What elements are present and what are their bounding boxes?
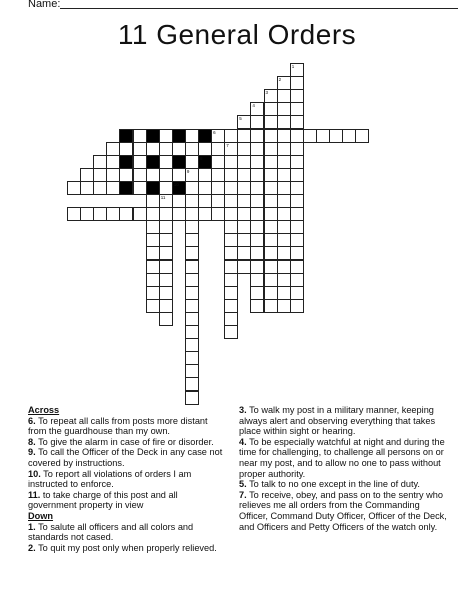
grid-cell[interactable] <box>250 194 264 208</box>
clue-number: 5. <box>239 479 247 490</box>
grid-cell[interactable] <box>185 142 199 156</box>
grid-cell[interactable] <box>146 194 160 208</box>
grid-cell[interactable] <box>224 207 238 221</box>
grid-cell[interactable] <box>159 220 173 234</box>
cell-number: 4 <box>252 103 255 109</box>
clue-number: 8. <box>28 436 36 447</box>
grid-cell[interactable] <box>277 142 291 156</box>
grid-cell[interactable] <box>106 168 120 182</box>
grid-cell[interactable] <box>277 155 291 169</box>
grid-cell[interactable] <box>250 273 264 287</box>
grid-cell[interactable] <box>211 129 225 143</box>
grid-cell[interactable] <box>106 155 120 169</box>
grid-cell[interactable] <box>250 286 264 300</box>
grid-cell[interactable] <box>172 168 186 182</box>
grid-block <box>119 155 133 169</box>
grid-cell[interactable] <box>146 233 160 247</box>
grid-cell[interactable] <box>290 168 304 182</box>
grid-cell[interactable] <box>224 246 238 260</box>
clue-number: 6. <box>28 415 36 426</box>
grid-cell[interactable] <box>185 364 199 378</box>
grid-cell[interactable] <box>277 89 291 103</box>
grid-cell[interactable] <box>185 220 199 234</box>
grid-cell[interactable] <box>224 325 238 339</box>
grid-cell[interactable] <box>237 155 251 169</box>
clue-number: 7. <box>239 489 247 500</box>
grid-block <box>198 129 212 143</box>
grid-cell[interactable] <box>67 181 81 195</box>
grid-cell[interactable] <box>93 207 107 221</box>
grid-cell[interactable] <box>159 129 173 143</box>
grid-cell[interactable] <box>185 286 199 300</box>
grid-cell[interactable] <box>119 142 133 156</box>
grid-cell[interactable] <box>211 207 225 221</box>
cell-number: 8 <box>200 155 203 161</box>
grid-cell[interactable] <box>264 142 278 156</box>
grid-cell[interactable] <box>290 63 304 77</box>
grid-cell[interactable] <box>290 246 304 260</box>
grid-cell[interactable] <box>237 233 251 247</box>
grid-cell[interactable] <box>290 155 304 169</box>
grid-cell[interactable] <box>250 299 264 313</box>
grid-cell[interactable] <box>159 233 173 247</box>
grid-cell[interactable] <box>290 89 304 103</box>
clue-text: To call the Officer of the Deck in any case not covered by instructions. <box>28 447 223 468</box>
grid-cell[interactable] <box>185 312 199 326</box>
grid-cell[interactable] <box>237 168 251 182</box>
grid-cell[interactable] <box>93 155 107 169</box>
grid-cell[interactable] <box>250 102 264 116</box>
grid-cell[interactable] <box>264 286 278 300</box>
grid-cell[interactable] <box>250 260 264 274</box>
across-clue-8 <box>28 437 228 448</box>
grid-block <box>172 155 186 169</box>
cell-number: 6 <box>213 129 216 135</box>
grid-cell[interactable] <box>185 391 199 405</box>
clue-number: 4. <box>239 436 247 447</box>
grid-cell[interactable] <box>146 207 160 221</box>
grid-cell[interactable] <box>303 129 317 143</box>
grid-cell[interactable] <box>277 168 291 182</box>
grid-cell[interactable] <box>250 168 264 182</box>
grid-cell[interactable] <box>237 260 251 274</box>
grid-cell[interactable] <box>264 89 278 103</box>
clue-text: To walk my post in a military manner, keeping always alert and observing everything that takes place within sight or hearing. <box>239 405 436 437</box>
down-clue-3 <box>239 405 451 437</box>
grid-cell[interactable] <box>93 168 107 182</box>
grid-cell[interactable] <box>264 129 278 143</box>
clue-text: To receive, obey, and pass on to the sentry who relieves me all orders from the Commanding Officer, Command Duty Officer, Officer of the Deck, and Officers and Petty Officers of the watch only. <box>239 489 447 532</box>
across-heading: Across <box>28 405 60 415</box>
grid-cell[interactable] <box>146 142 160 156</box>
grid-cell[interactable] <box>224 286 238 300</box>
grid-cell[interactable] <box>277 181 291 195</box>
clue-number: 9. <box>28 447 36 458</box>
grid-cell[interactable] <box>106 142 120 156</box>
grid-cell[interactable] <box>237 220 251 234</box>
grid-cell[interactable] <box>264 246 278 260</box>
grid-cell[interactable] <box>133 155 147 169</box>
grid-cell[interactable] <box>224 312 238 326</box>
grid-cell[interactable] <box>133 181 147 195</box>
grid-cell[interactable] <box>290 207 304 221</box>
grid-cell[interactable] <box>146 299 160 313</box>
grid-cell[interactable] <box>159 312 173 326</box>
grid-cell[interactable] <box>159 155 173 169</box>
clue-text: To salute all officers and all colors and standards not cased. <box>28 521 194 543</box>
grid-cell[interactable] <box>290 233 304 247</box>
grid-cell[interactable] <box>264 299 278 313</box>
grid-cell[interactable] <box>146 273 160 287</box>
clue-text: To report all violations of orders I am instructed to enforce. <box>28 468 192 490</box>
grid-cell[interactable] <box>237 194 251 208</box>
grid-cell[interactable] <box>133 129 147 143</box>
grid-cell[interactable] <box>250 142 264 156</box>
grid-cell[interactable] <box>159 299 173 313</box>
grid-cell[interactable] <box>159 194 173 208</box>
grid-cell[interactable] <box>185 377 199 391</box>
grid-block <box>119 129 133 143</box>
across-clue-6 <box>28 416 228 437</box>
clue-text: to take charge of this post and all government property in view <box>28 489 178 511</box>
cell-number: 5 <box>239 116 242 122</box>
grid-cell[interactable] <box>159 168 173 182</box>
grid-cell[interactable] <box>224 273 238 287</box>
grid-cell[interactable] <box>159 286 173 300</box>
grid-cell[interactable] <box>185 181 199 195</box>
grid-cell[interactable] <box>237 115 251 129</box>
grid-block <box>172 129 186 143</box>
grid-cell[interactable] <box>159 207 173 221</box>
clue-text: To repeat all calls from posts more distant from the guardhouse than my own. <box>28 415 208 437</box>
clue-number: 2. <box>28 542 36 553</box>
cell-number: 1 <box>291 64 295 69</box>
grid-cell[interactable] <box>159 273 173 287</box>
grid-cell[interactable] <box>237 207 251 221</box>
grid-cell[interactable] <box>224 299 238 313</box>
clues-section <box>28 405 458 605</box>
cell-number: 2 <box>278 77 282 83</box>
grid-cell[interactable] <box>185 273 199 287</box>
grid-cell[interactable] <box>277 246 291 260</box>
grid-cell[interactable] <box>237 181 251 195</box>
grid-cell[interactable] <box>264 207 278 221</box>
grid-block <box>119 181 133 195</box>
clues-left-column <box>28 405 228 553</box>
grid-cell[interactable] <box>237 142 251 156</box>
grid-cell[interactable] <box>159 260 173 274</box>
clue-text: To be especially watchful at night and during the time for challenging, to challenge all persons on or near my post, and to allow no one to pass without proper authority. <box>239 436 445 479</box>
grid-cell[interactable] <box>277 260 291 274</box>
grid-cell[interactable] <box>224 233 238 247</box>
grid-cell[interactable] <box>185 260 199 274</box>
grid-cell[interactable] <box>93 181 107 195</box>
grid-block <box>146 129 160 143</box>
grid-cell[interactable] <box>224 220 238 234</box>
grid-cell[interactable] <box>277 76 291 90</box>
grid-cell[interactable] <box>250 129 264 143</box>
grid-cell[interactable] <box>290 76 304 90</box>
grid-cell[interactable] <box>198 181 212 195</box>
grid-cell[interactable] <box>264 260 278 274</box>
grid-cell[interactable] <box>198 194 212 208</box>
grid-cell[interactable] <box>133 207 147 221</box>
grid-cell[interactable] <box>250 155 264 169</box>
grid-cell[interactable] <box>224 194 238 208</box>
grid-cell[interactable] <box>80 181 94 195</box>
grid-cell[interactable] <box>277 286 291 300</box>
grid-cell[interactable] <box>290 299 304 313</box>
grid-cell[interactable] <box>185 207 199 221</box>
grid-cell[interactable] <box>250 220 264 234</box>
down-clue-2 <box>28 543 228 554</box>
grid-cell[interactable] <box>264 273 278 287</box>
grid-cell[interactable] <box>290 220 304 234</box>
grid-block <box>172 181 186 195</box>
grid-cell[interactable] <box>290 102 304 116</box>
grid-cell[interactable] <box>185 129 199 143</box>
grid-cell[interactable] <box>277 207 291 221</box>
grid-cell[interactable] <box>224 260 238 274</box>
grid-cell[interactable] <box>211 168 225 182</box>
grid-cell[interactable] <box>211 194 225 208</box>
clue-number: 10. <box>28 468 41 479</box>
grid-cell[interactable] <box>264 233 278 247</box>
grid-cell[interactable] <box>185 233 199 247</box>
grid-cell[interactable] <box>224 129 238 143</box>
grid-cell[interactable] <box>277 129 291 143</box>
cell-number: 11 <box>160 195 166 200</box>
grid-cell[interactable] <box>277 194 291 208</box>
grid-cell[interactable] <box>355 129 369 143</box>
page-title: 11 General Orders <box>117 19 357 50</box>
grid-block <box>146 155 160 169</box>
grid-cell[interactable] <box>172 207 186 221</box>
grid-cell[interactable] <box>224 181 238 195</box>
grid-cell[interactable] <box>277 273 291 287</box>
grid-cell[interactable] <box>185 194 199 208</box>
grid-cell[interactable] <box>198 142 212 156</box>
grid-block <box>198 155 212 169</box>
across-clue-11 <box>28 490 228 511</box>
grid-cell[interactable] <box>159 181 173 195</box>
grid-cell[interactable] <box>277 299 291 313</box>
grid-cell[interactable] <box>250 207 264 221</box>
grid-cell[interactable] <box>277 220 291 234</box>
across-clue-10 <box>28 469 228 490</box>
grid-cell[interactable] <box>290 129 304 143</box>
clues-right-column <box>239 405 451 532</box>
grid-cell[interactable] <box>290 142 304 156</box>
across-clue-9 <box>28 447 228 468</box>
name-label: Name: <box>28 0 61 10</box>
down-clue-7 <box>239 490 451 532</box>
grid-cell[interactable] <box>290 273 304 287</box>
grid-cell[interactable] <box>224 168 238 182</box>
grid-cell[interactable] <box>224 155 238 169</box>
grid-cell[interactable] <box>277 102 291 116</box>
grid-cell[interactable] <box>198 207 212 221</box>
clue-number: 1. <box>28 521 36 532</box>
grid-cell[interactable] <box>211 142 225 156</box>
grid-cell[interactable] <box>264 220 278 234</box>
grid-cell[interactable] <box>146 286 160 300</box>
grid-cell[interactable] <box>250 233 264 247</box>
clue-text: To talk to no one except in the line of duty. <box>249 479 420 490</box>
grid-cell[interactable] <box>211 181 225 195</box>
grid-cell[interactable] <box>119 168 133 182</box>
down-clue-1 <box>28 522 228 543</box>
clue-text: To give the alarm in case of fire or disorder. <box>38 436 214 447</box>
grid-cell[interactable] <box>316 129 330 143</box>
clue-number: 11. <box>28 489 41 500</box>
grid-cell[interactable] <box>80 207 94 221</box>
cell-number: 7 <box>226 142 229 148</box>
grid-cell[interactable] <box>264 181 278 195</box>
grid-cell[interactable] <box>172 142 186 156</box>
grid-cell[interactable] <box>198 168 212 182</box>
grid-block <box>146 181 160 195</box>
grid-cell[interactable] <box>185 168 199 182</box>
grid-cell[interactable] <box>185 351 199 365</box>
grid-cell[interactable] <box>159 246 173 260</box>
clue-text: To quit my post only when properly relieved. <box>38 542 217 553</box>
grid-cell[interactable] <box>250 181 264 195</box>
grid-cell[interactable] <box>237 129 251 143</box>
grid-cell[interactable] <box>146 168 160 182</box>
grid-cell[interactable] <box>329 129 343 143</box>
grid-cell[interactable] <box>342 129 356 143</box>
grid-cell[interactable] <box>290 181 304 195</box>
cell-number: 9 <box>186 168 190 174</box>
grid-cell[interactable] <box>264 168 278 182</box>
grid-cell[interactable] <box>250 246 264 260</box>
grid-cell[interactable] <box>237 246 251 260</box>
grid-cell[interactable] <box>133 142 147 156</box>
grid-cell[interactable] <box>159 142 173 156</box>
grid-cell[interactable] <box>146 260 160 274</box>
grid-cell[interactable] <box>290 194 304 208</box>
grid-cell[interactable] <box>185 299 199 313</box>
grid-cell[interactable] <box>80 168 94 182</box>
clue-number: 3. <box>239 405 247 415</box>
grid-cell[interactable] <box>290 260 304 274</box>
grid-cell[interactable] <box>185 325 199 339</box>
down-clue-4 <box>239 437 451 479</box>
grid-cell[interactable] <box>290 115 304 129</box>
down-clue-5 <box>239 479 451 490</box>
cell-number: 3 <box>265 90 269 96</box>
cell-number: 10 <box>173 181 179 187</box>
grid-cell[interactable] <box>290 286 304 300</box>
grid-cell[interactable] <box>146 246 160 260</box>
grid-cell[interactable] <box>185 155 199 169</box>
grid-cell[interactable] <box>133 168 147 182</box>
grid-cell[interactable] <box>264 194 278 208</box>
grid-cell[interactable] <box>185 338 199 352</box>
grid-cell[interactable] <box>277 115 291 129</box>
grid-cell[interactable] <box>185 246 199 260</box>
grid-cell[interactable] <box>106 181 120 195</box>
down-heading: Down <box>28 510 54 521</box>
grid-cell[interactable] <box>224 142 238 156</box>
grid-cell[interactable] <box>264 102 278 116</box>
grid-cell[interactable] <box>119 207 133 221</box>
grid-cell[interactable] <box>172 194 186 208</box>
grid-cell[interactable] <box>106 207 120 221</box>
grid-cell[interactable] <box>211 155 225 169</box>
grid-cell[interactable] <box>277 233 291 247</box>
grid-cell[interactable] <box>264 155 278 169</box>
grid-cell[interactable] <box>146 220 160 234</box>
grid-cell[interactable] <box>250 115 264 129</box>
grid-cell[interactable] <box>264 115 278 129</box>
grid-cell[interactable] <box>67 207 81 221</box>
